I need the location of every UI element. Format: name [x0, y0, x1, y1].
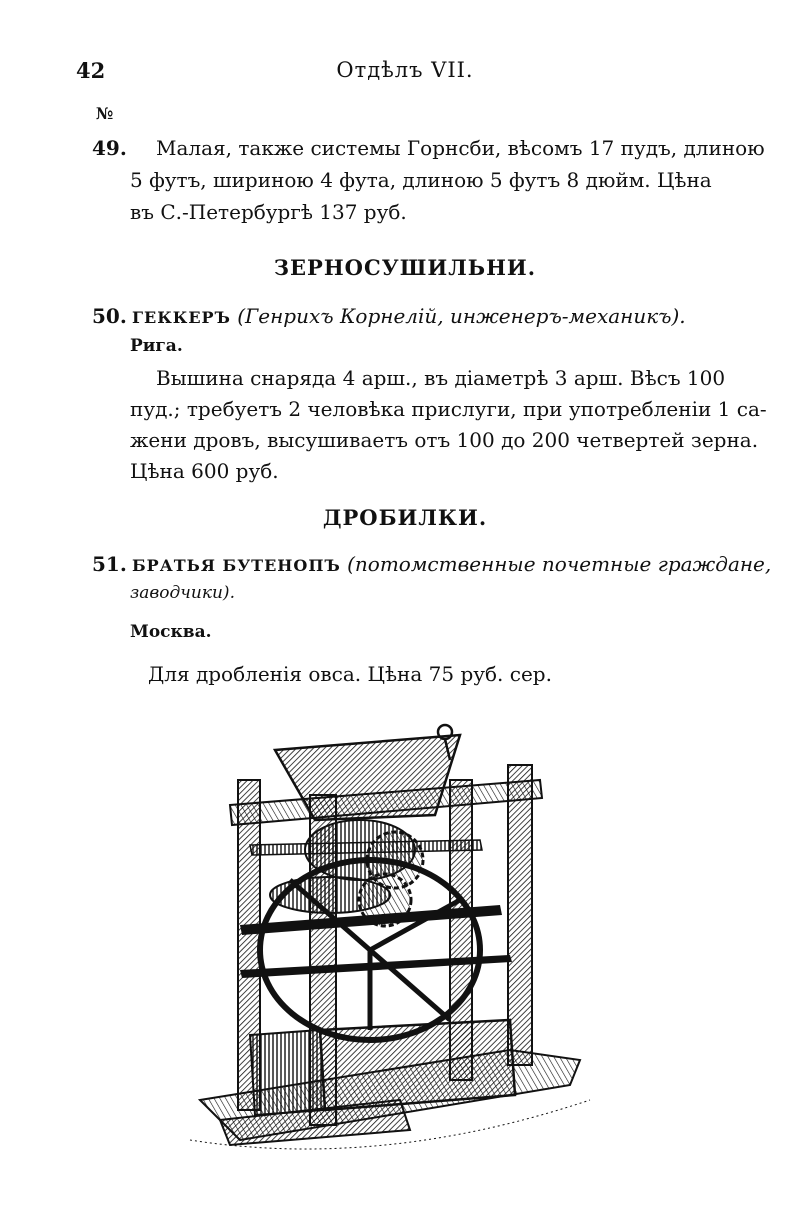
entry-50-name: ГЕККЕРЪ	[132, 308, 231, 327]
entry-51-description-2: заводчики).	[130, 583, 235, 603]
entry-49-line-1: Малая, также системы Горнсби, вѣсомъ 17 пудъ, длиною	[156, 136, 765, 160]
section-title-crushers: ДРОБИЛКИ.	[322, 505, 488, 530]
rollers	[270, 820, 423, 926]
entry-51-city: Москва.	[130, 622, 212, 642]
entry-51-heading	[132, 552, 771, 576]
entry-50-number: 50.	[92, 304, 127, 328]
entry-50-line-4: Цѣна 600 руб.	[130, 459, 279, 483]
entry-50-line-1: Вышина снаряда 4 арш., въ діаметрѣ 3 арш. Вѣсъ 100	[156, 366, 726, 390]
entry-51-line-1: Для дробленія овса. Цѣна 75 руб. сер.	[148, 662, 552, 686]
entry-50-line-2: пуд.; требуетъ 2 человѣка прислуги, при употребленіи 1 са-	[130, 397, 767, 421]
entry-49-line-3: въ С.-Петербургѣ 137 руб.	[130, 200, 407, 224]
page-number: 42	[76, 58, 106, 83]
entry-50-line-3: жени дровъ, высушиваетъ отъ 100 до 200 четвертей зерна.	[130, 428, 759, 452]
running-head: Отдѣлъ VII.	[336, 58, 474, 82]
entry-49-line-2: 5 футъ, шириною 4 фута, длиною 5 футъ 8 дюйм. Цѣна	[130, 168, 712, 192]
grain-crusher-engraving	[180, 700, 600, 1190]
entry-50-heading	[132, 304, 686, 328]
entry-51-description-1: (потомственные почетные граждане,	[347, 552, 772, 576]
entry-50-city: Рига.	[130, 336, 183, 356]
number-sign: №	[96, 104, 114, 123]
entry-51-name: БРАТЬЯ БУТЕНОПЪ	[132, 556, 341, 575]
entry-51-number: 51.	[92, 552, 127, 576]
entry-50-description: (Генрихъ Корнелій, инженеръ-механикъ).	[237, 304, 686, 328]
entry-49-number: 49.	[92, 136, 127, 160]
section-title-grain-dryers: ЗЕРНОСУШИЛЬНИ.	[273, 255, 537, 280]
